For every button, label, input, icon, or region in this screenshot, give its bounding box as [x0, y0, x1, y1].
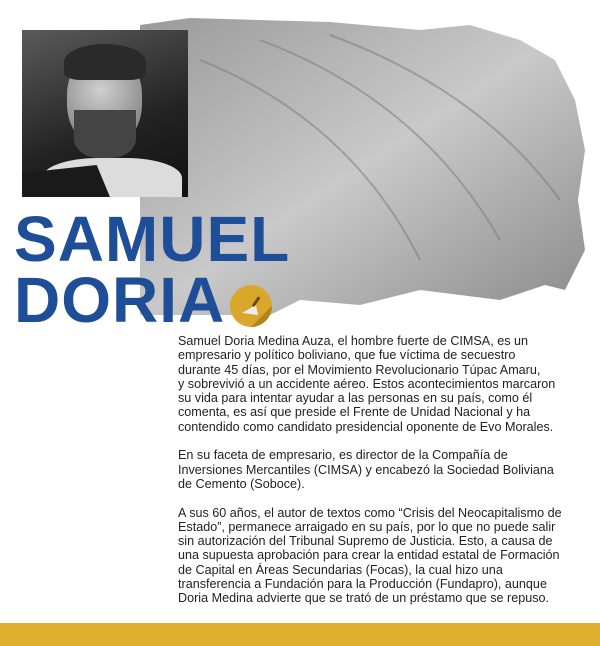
portrait-photo — [22, 30, 188, 197]
text-line: su vida para intentar ayudar a las personas en su país, como él — [178, 391, 533, 406]
footer-accent-bar — [0, 623, 600, 646]
paragraph — [178, 448, 562, 491]
text-line: Samuel Doria Medina Auza, el hombre fuerte de CIMSA, es un — [178, 334, 529, 348]
paragraph — [178, 334, 562, 434]
text-line: de Cemento (Soboce). — [178, 476, 305, 491]
text-line: durante 45 días, por el Movimiento Revolucionario Túpac Amaru, — [178, 362, 541, 377]
text-line: Estado”, permanece arraigado en su país, por lo que no puede salir — [178, 519, 556, 534]
paragraph — [178, 506, 562, 606]
text-line: de Capital en Áreas Secundarias (Focas), la cual hizo una — [178, 562, 503, 577]
text-line: empresario y político boliviano, que fue víctima de secuestro — [178, 348, 516, 363]
text-line: Doria Medina advierte que se trató de un préstamo que se repuso. — [178, 591, 550, 606]
text-line: Inversiones Mercantiles (CIMSA) y encabezó la Sociedad Boliviana — [178, 462, 554, 477]
text-line: A sus 60 años, el autor de textos como “Crisis del Neocapitalismo de — [178, 505, 562, 520]
title-first-name: SAMUEL — [14, 203, 291, 275]
title-last-name: DORIA — [14, 264, 226, 336]
text-line: transferencia a Fundación para la Producción (Fundapro), aunque — [178, 577, 547, 592]
text-line: contendido como candidato presidencial oponente de Evo Morales. — [178, 419, 554, 434]
trowel-icon — [230, 285, 272, 327]
text-line: En su faceta de empresario, es director de la Compañía de — [178, 448, 508, 463]
text-line: una supuesta aprobación para crear la entidad estatal de Formación — [178, 548, 560, 563]
text-line: y sobrevivió a un accidente aéreo. Estos acontecimientos marcaron — [178, 376, 556, 391]
text-line: comenta, es así que preside el Frente de Unidad Nacional y ha — [178, 405, 531, 420]
biography-text — [178, 334, 562, 620]
text-line: sin autorización del Tribunal Supremo de Justicia. Esto, a causa de — [178, 534, 553, 549]
